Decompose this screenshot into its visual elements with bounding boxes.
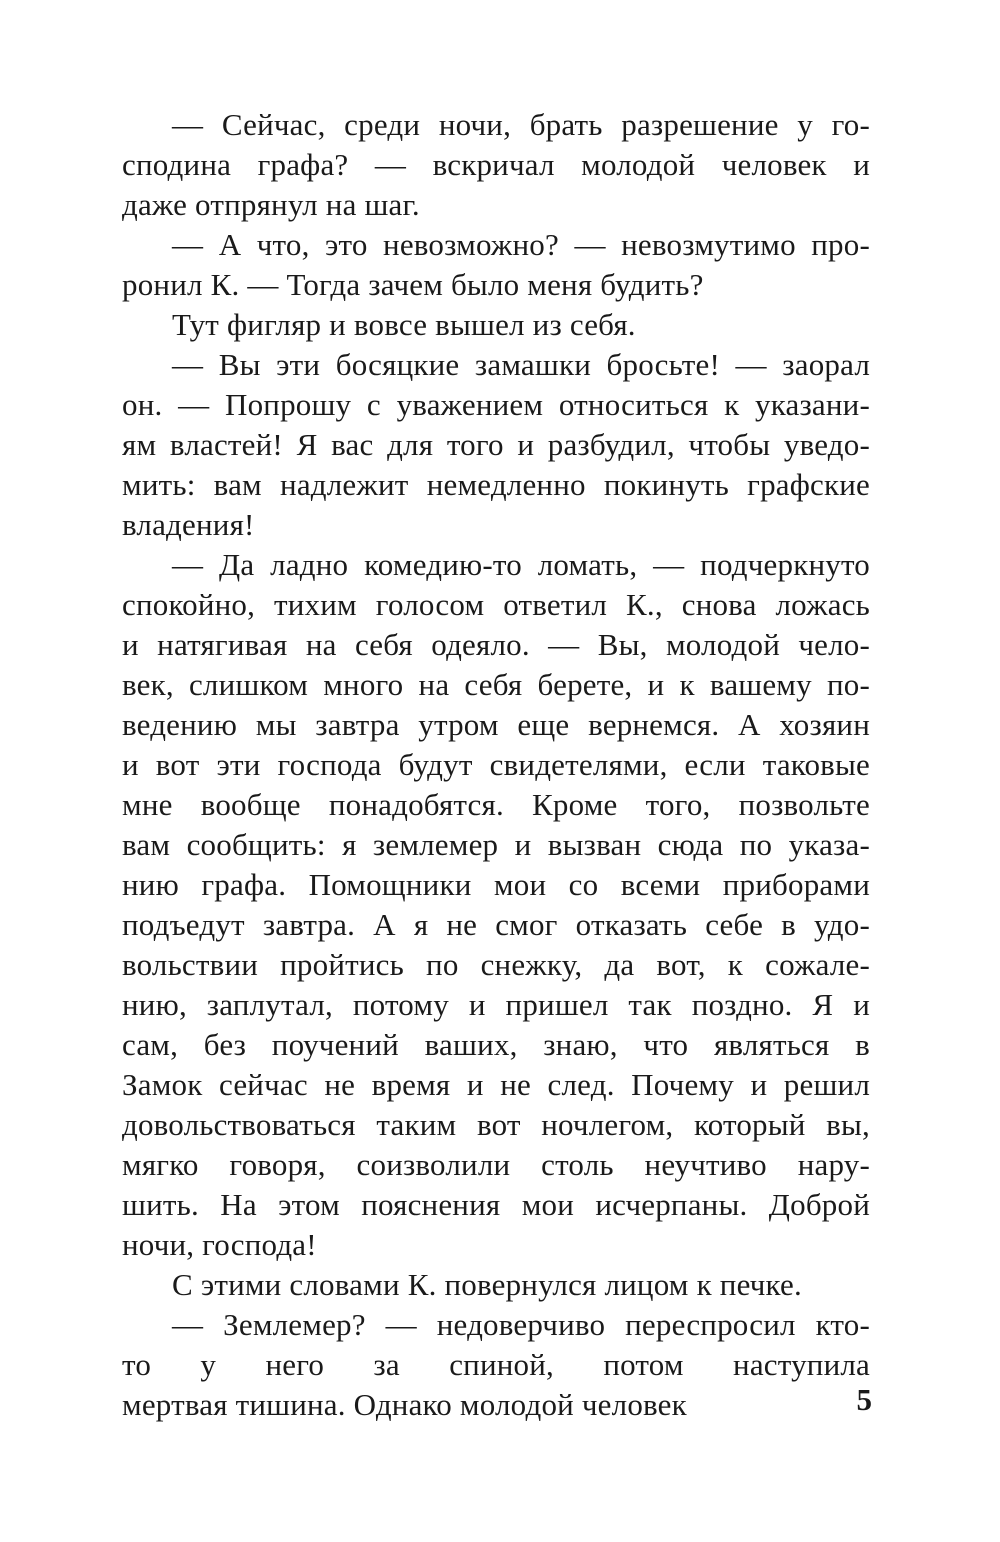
text-line: Замок сейчас не время и не след. Почему и решил bbox=[122, 1067, 870, 1102]
text-line: мить: вам надлежит немедленно покинуть графские bbox=[122, 467, 870, 502]
text-line: сам, без поучений ваших, знаю, что являться в bbox=[122, 1027, 870, 1062]
text-line: мягко говоря, соизволили столь неучтиво нару- bbox=[122, 1147, 870, 1182]
text-line: вам сообщить: я землемер и вызван сюда по указа- bbox=[122, 827, 870, 862]
text-line: — Сейчас, среди ночи, брать разрешение у го- bbox=[172, 107, 870, 142]
text-line: шить. На этом пояснения мои исчерпаны. Доброй bbox=[122, 1187, 870, 1222]
text-line: мертвая тишина. Однако молодой человек bbox=[122, 1387, 687, 1422]
text-line: подъедут завтра. А я не смог отказать себе в удо- bbox=[122, 907, 870, 942]
text-line: то у него за спиной, потом наступила bbox=[122, 1347, 870, 1382]
text-line: довольствоваться таким вот ночлегом, который вы, bbox=[122, 1107, 870, 1142]
text-line: вольствии пройтись по снежку, да вот, к сожале- bbox=[122, 947, 870, 982]
text-line: нию графа. Помощники мои со всеми приборами bbox=[122, 867, 870, 902]
text-line: сподина графа? — вскричал молодой человек и bbox=[122, 147, 870, 182]
text-line: ночи, господа! bbox=[122, 1227, 317, 1262]
text-line: спокойно, тихим голосом ответил К., снова ложась bbox=[122, 587, 870, 622]
text-line: ронил К. — Тогда зачем было меня будить? bbox=[122, 267, 704, 302]
text-line: и натягивая на себя одеяло. — Вы, молодой чело- bbox=[122, 627, 870, 662]
text-line: век, слишком много на себя берете, и к вашему по- bbox=[122, 667, 870, 702]
text-line: — А что, это невозможно? — невозмутимо про- bbox=[172, 227, 870, 262]
text-line: — Землемер? — недоверчиво переспросил кто- bbox=[172, 1307, 870, 1342]
text-line: мне вообще понадобятся. Кроме того, позвольте bbox=[122, 787, 870, 822]
text-line: он. — Попрошу с уважением относиться к указани- bbox=[122, 387, 870, 422]
text-line: — Вы эти босяцкие замашки бросьте! — заорал bbox=[172, 347, 870, 382]
text-line: владения! bbox=[122, 507, 255, 542]
page-number: 5 bbox=[856, 1382, 872, 1417]
text-line: нию, заплутал, потому и пришел так поздно. Я и bbox=[122, 987, 870, 1022]
text-line: ям властей! Я вас для того и разбудил, чтобы уведо- bbox=[122, 427, 870, 462]
body-text bbox=[122, 105, 870, 1425]
text-line: — Да ладно комедию-то ломать, — подчеркнуто bbox=[172, 547, 870, 582]
text-line: Тут фигляр и вовсе вышел из себя. bbox=[172, 307, 636, 342]
text-line: С этими словами К. повернулся лицом к печке. bbox=[172, 1267, 802, 1302]
text-line: и вот эти господа будут свидетелями, если таковые bbox=[122, 747, 870, 782]
text-line: даже отпрянул на шаг. bbox=[122, 187, 420, 222]
text-line: ведению мы завтра утром еще вернемся. А хозяин bbox=[122, 707, 870, 742]
